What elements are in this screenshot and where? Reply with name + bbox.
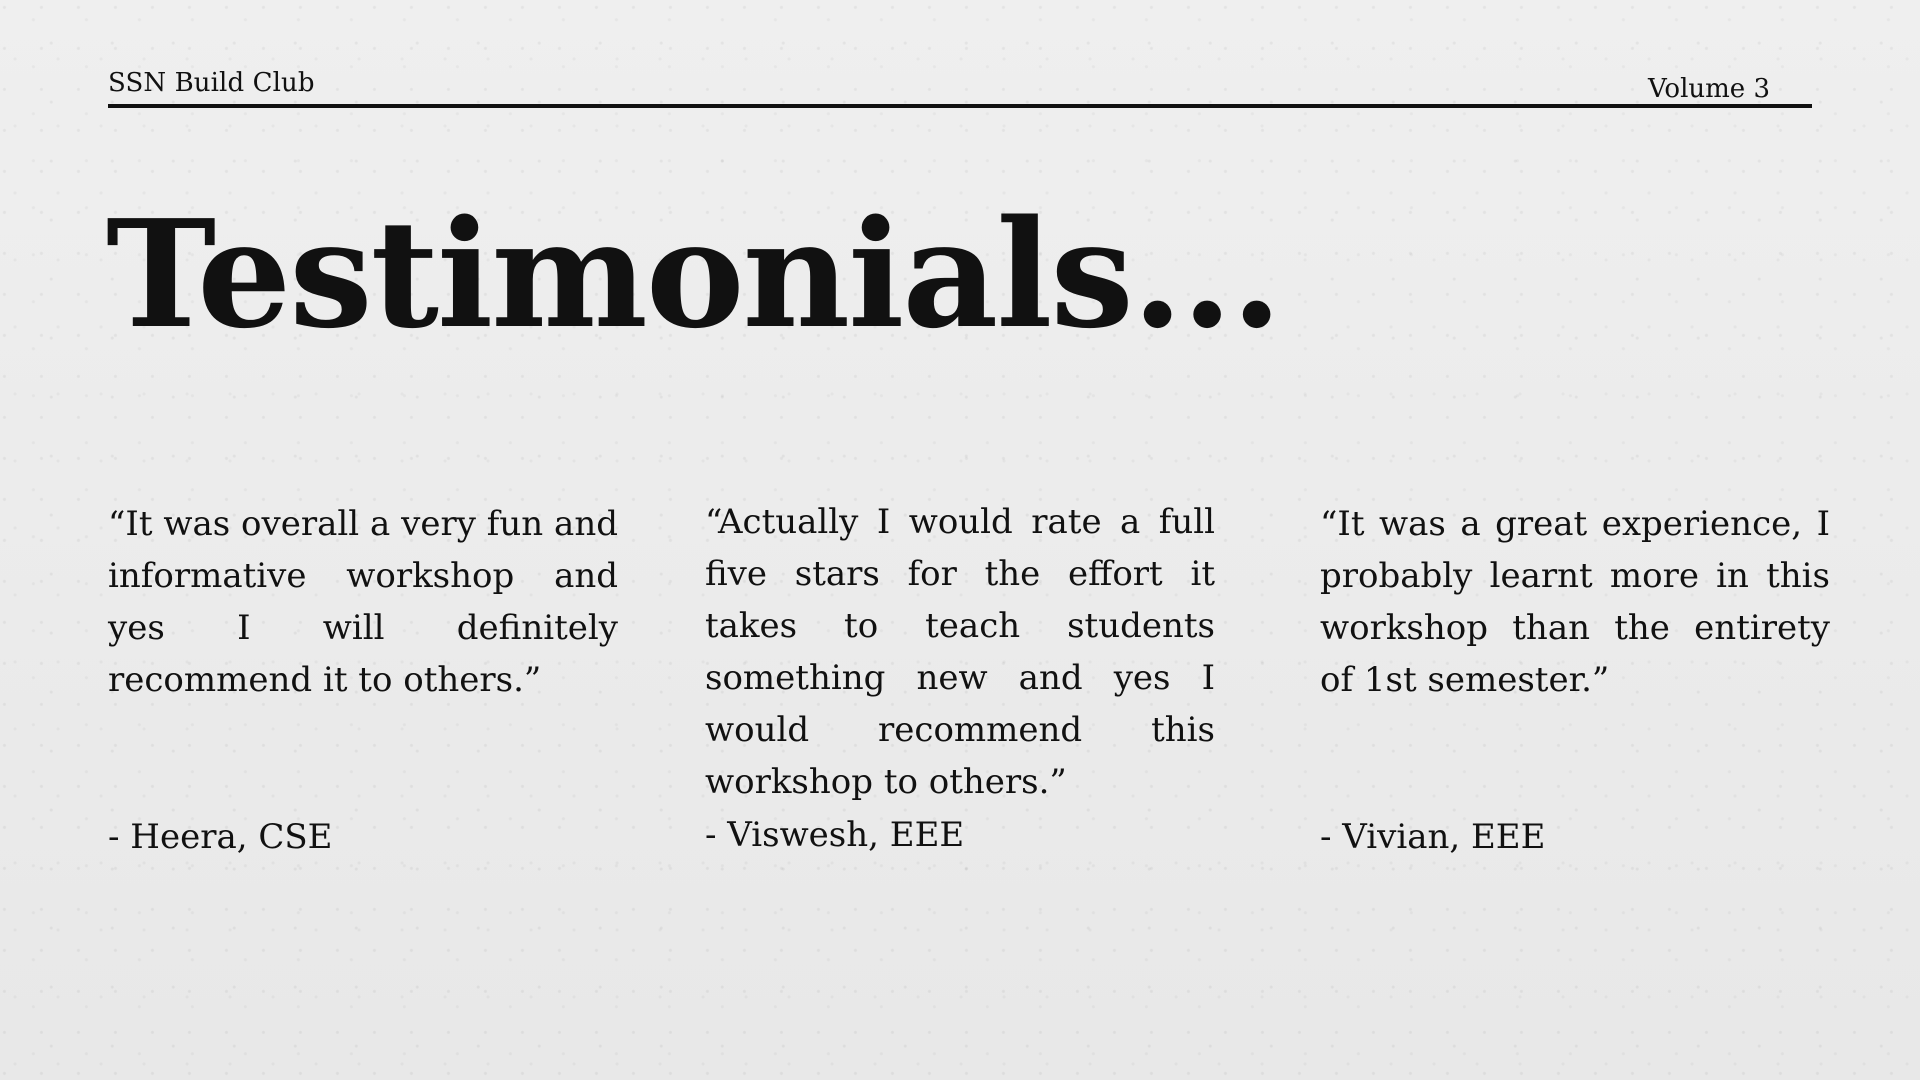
testimonial-card-viswesh	[705, 496, 1215, 808]
testimonial-quote: “It was overall a very fun and informative workshop and yes I will definitely recommend it to others.”	[108, 504, 618, 700]
page-title: Testimonials...	[106, 187, 1281, 361]
header-divider	[108, 104, 1812, 108]
testimonial-author: - Viswesh, EEE	[705, 815, 965, 855]
club-name: SSN Build Club	[108, 68, 315, 98]
testimonial-author: - Vivian, EEE	[1320, 817, 1546, 857]
testimonial-quote: “It was a great experience, I probably learnt more in this workshop than the entirety of 1st semester.”	[1320, 504, 1830, 700]
volume-label: Volume 3	[1648, 74, 1770, 104]
testimonial-author: - Heera, CSE	[108, 817, 333, 857]
page-header	[108, 66, 1812, 108]
testimonial-quote: “Actually I would rate a full five stars for the effort it takes to teach students something new and yes I would recommend this workshop to others.”	[705, 502, 1215, 802]
testimonial-card-heera	[108, 498, 618, 706]
testimonial-card-vivian	[1320, 498, 1830, 706]
